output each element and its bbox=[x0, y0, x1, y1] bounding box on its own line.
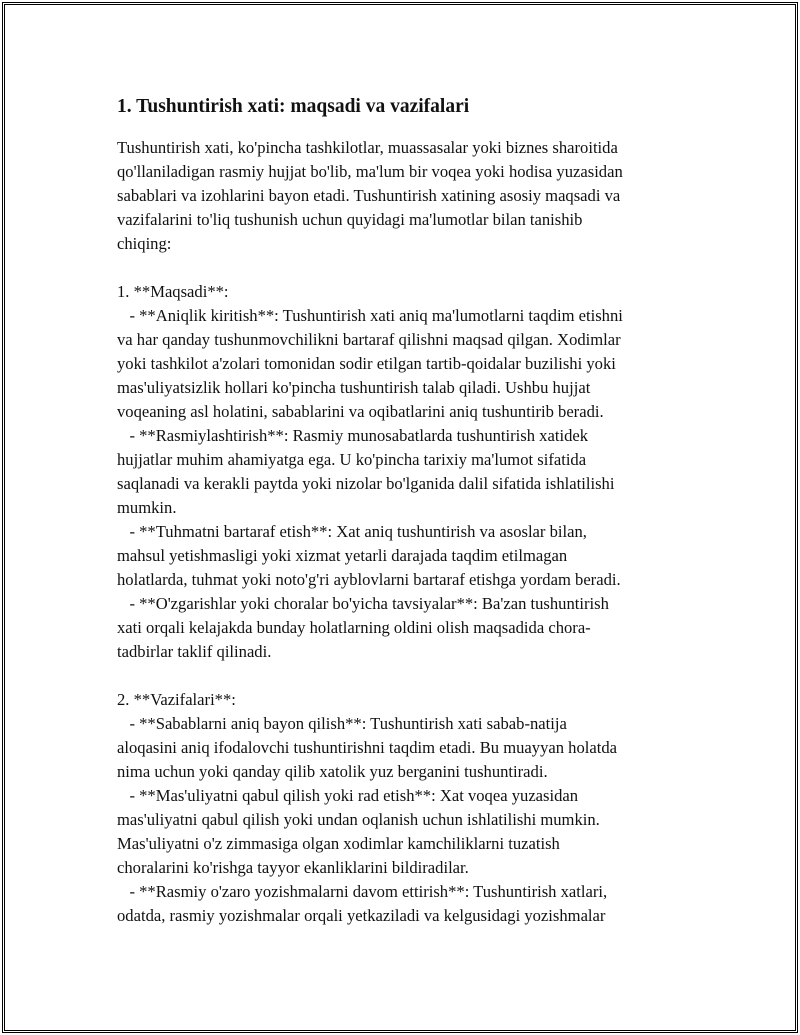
text-line: - **O'zgarishlar yoki choralar bo'yicha tavsiyalar**: Ba'zan tushuntirish bbox=[117, 594, 609, 613]
text-line bbox=[117, 664, 677, 688]
text-line: odatda, rasmiy yozishmalar orqali yetkaziladi va kelgusidagi yozishmalar bbox=[117, 906, 606, 925]
text-line: nima uchun yoki qanday qilib xatolik yuz berganini tushuntiradi. bbox=[117, 762, 548, 781]
section-heading: 1. Tushuntirish xati: maqsadi va vazifalari bbox=[117, 96, 470, 117]
text-line: aloqasini aniq ifodalovchi tushuntirishni taqdim etadi. Bu muayyan holatda bbox=[117, 738, 618, 757]
text-line: chiqing: bbox=[117, 234, 172, 253]
text-line: mas'uliyatni qabul qilish yoki undan oqlanish uchun ishlatilishi mumkin. bbox=[117, 810, 600, 829]
text-line: hujjatlar muhim ahamiyatga ega. U ko'pincha tarixiy ma'lumot sifatida bbox=[117, 450, 587, 469]
text-line: mumkin. bbox=[117, 498, 177, 517]
text-line: - **Mas'uliyatni qabul qilish yoki rad etish**: Xat voqea yuzasidan bbox=[117, 786, 579, 805]
text-line: Tushuntirish xati, ko'pincha tashkilotlar, muassasalar yoki biznes sharoitida bbox=[117, 138, 618, 157]
text-line: saqlanadi va kerakli paytda yoki nizolar bo'lganida dalil sifatida ishlatilishi bbox=[117, 474, 615, 493]
text-line: 2. **Vazifalari**: bbox=[117, 690, 236, 709]
text-line bbox=[117, 256, 677, 280]
text-line: xati orqali kelajakda bunday holatlarning oldini olish maqsadida chora- bbox=[117, 618, 591, 637]
text-line: qo'llaniladigan rasmiy hujjat bo'lib, ma'lum bir voqea yoki hodisa yuzasidan bbox=[117, 162, 623, 181]
text-line: yoki tashkilot a'zolari tomonidan sodir etilgan tartib-qoidalar buzilishi yoki bbox=[117, 354, 616, 373]
text-line: tadbirlar taklif qilinadi. bbox=[117, 642, 272, 661]
text-line: mahsul yetishmasligi yoki xizmat yetarli darajada taqdim etilmagan bbox=[117, 546, 568, 565]
document-body bbox=[117, 94, 677, 928]
text-line: Mas'uliyatni o'z zimmasiga olgan xodimlar kamchiliklarni tuzatish bbox=[117, 834, 560, 853]
text-line: - **Tuhmatni bartaraf etish**: Xat aniq tushuntirish va asoslar bilan, bbox=[117, 522, 587, 541]
text-line: sabablari va izohlarini bayon etadi. Tushuntirish xatining asosiy maqsadi va bbox=[117, 186, 621, 205]
text-line: vazifalarini to'liq tushunish uchun quyidagi ma'lumotlar bilan tanishib bbox=[117, 210, 583, 229]
text-line: 1. **Maqsadi**: bbox=[117, 282, 229, 301]
text-line: - **Rasmiylashtirish**: Rasmiy munosabatlarda tushuntirish xatidek bbox=[117, 426, 589, 445]
text-line: mas'uliyatsizlik hollari ko'pincha tushuntirish talab qiladi. Ushbu hujjat bbox=[117, 378, 591, 397]
text-line: holatlarda, tuhmat yoki noto'g'ri ayblovlarni bartaraf etishga yordam beradi. bbox=[117, 570, 621, 589]
text-line: va har qanday tushunmovchilikni bartaraf qilishni maqsad qilgan. Xodimlar bbox=[117, 330, 621, 349]
document-text bbox=[117, 136, 677, 928]
text-line: - **Aniqlik kiritish**: Tushuntirish xati aniq ma'lumotlarni taqdim etishni bbox=[117, 306, 623, 325]
text-line: - **Rasmiy o'zaro yozishmalarni davom ettirish**: Tushuntirish xatlari, bbox=[117, 882, 608, 901]
text-line: - **Sabablarni aniq bayon qilish**: Tushuntirish xati sabab-natija bbox=[117, 714, 567, 733]
text-line: choralarini ko'rishga tayyor ekanliklarini bildiradilar. bbox=[117, 858, 469, 877]
text-line: voqeaning asl holatini, sabablarini va oqibatlarini aniq tushuntirib beradi. bbox=[117, 402, 604, 421]
